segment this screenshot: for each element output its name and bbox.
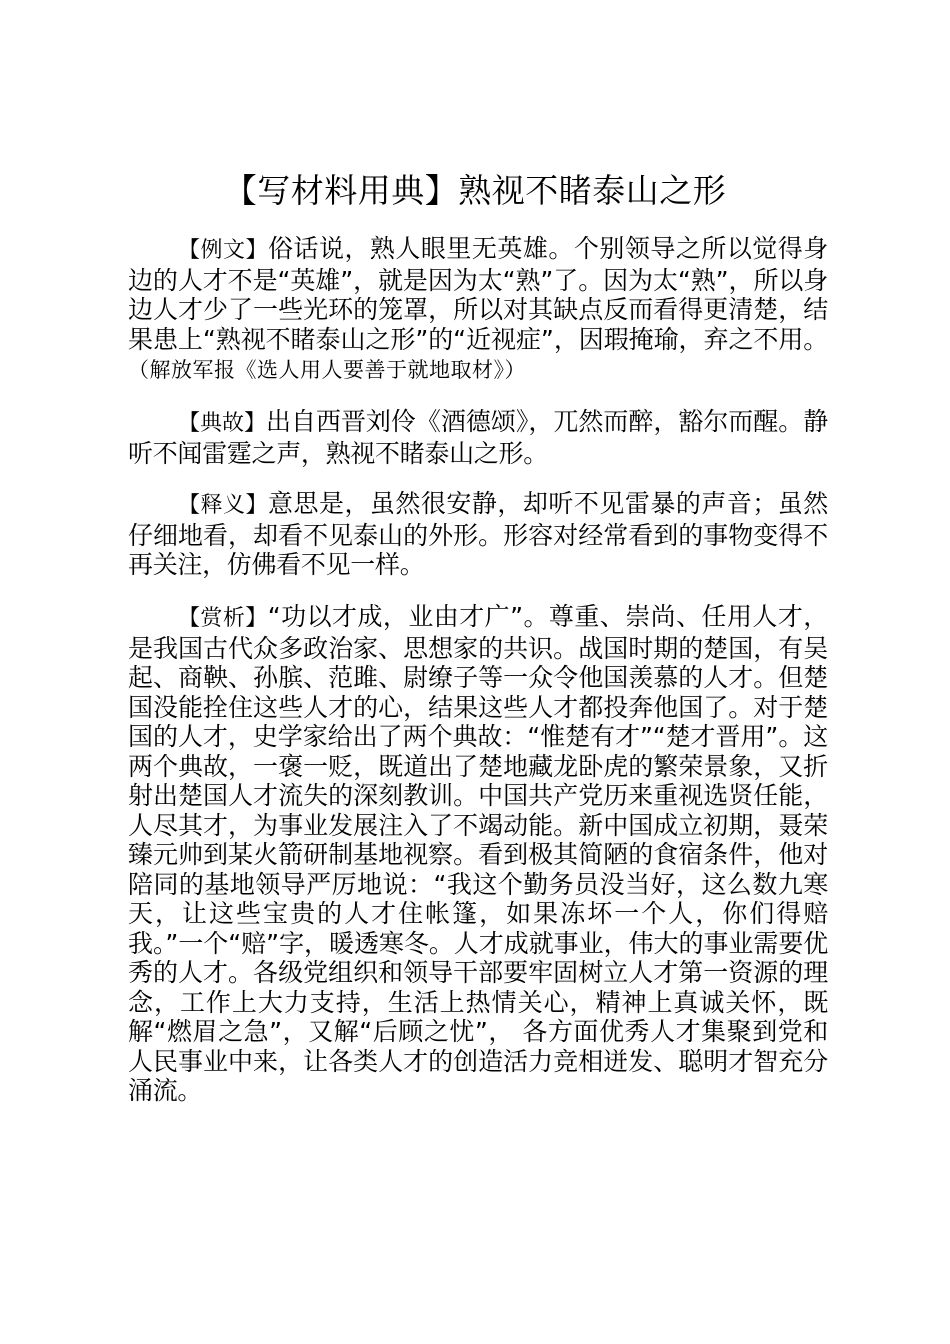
meaning-text: 意思是，虽然很安静，却听不见雷暴的声音；虽然仔细地看，却看不见泰山的外形。形容对经常看到的事物变得不再关注，仿佛看不见一样。 — [128, 489, 828, 579]
example-text: 俗话说，熟人眼里无英雄。个别领导之所以觉得身边的人才不是“英雄”，就是因为太“熟”了。因为太“熟”，所以身边人才少了一些光环的笼罩，所以对其缺点反而看得更清楚，结果患上“熟视不睹泰山之形”的“近视症”，因瑕掩瑜，弃之不用。 — [128, 234, 828, 354]
appreciation-tag: 【赏析】 — [178, 606, 268, 631]
allusion-paragraph — [128, 407, 828, 468]
appreciation-text: “功以才成，业由才广”。尊重、崇尚、任用人才，是我国古代众多政治家、思想家的共识。战国时期的楚国，有吴起、商鞅、孙膑、范雎、尉缭子等一众令他国羡慕的人才。但楚国没能拴住这些人才的心，结果这些人才都投奔他国了。对于楚国的人才，史学家给出了两个典故：“惟楚有才”“楚才晋用”。这两个典故，一褒一贬，既道出了楚地藏龙卧虎的繁荣景象，又折射出楚国人才流失的深刻教训。中国共产党历来重视选贤任能，人尽其才，为事业发展注入了不竭动能。新中国成立初期，聂荣臻元帅到某火箭研制基地视察。看到极其简陋的食宿条件，他对陪同的基地领导严厉地说：“我这个勤务员没当好，这么数九寒天，让这些宝贵的人才住帐篷，如果冻坏一个人，你们得赔我。”一个“赔”字，暖透寒冬。人才成就事业，伟大的事业需要优秀的人才。各级党组织和领导干部要牢固树立人才第一资源的理念，工作上大力支持，生活上热情关心，精神上真诚关怀，既解“燃眉之急”，又解“后顾之忧”， 各方面优秀人才集聚到党和人民事业中来，让各类人才的创造活力竞相迸发、聪明才智充分涌流。 — [128, 602, 828, 1105]
example-paragraph — [128, 234, 828, 386]
example-source: （解放军报《选人用人要善于就地取材》） — [128, 358, 526, 382]
appreciation-paragraph — [128, 602, 828, 1106]
example-tag: 【例文】 — [178, 238, 268, 263]
meaning-tag: 【释义】 — [178, 493, 268, 518]
page-title: 【写材料用典】熟视不睹泰山之形 — [223, 171, 727, 210]
allusion-text: 出自西晋刘伶《酒德颂》，兀然而醉，豁尔而醒。静听不闻雷霆之声，熟视不睹泰山之形。 — [128, 407, 828, 468]
meaning-paragraph — [128, 489, 828, 580]
allusion-tag: 【典故】 — [178, 411, 266, 436]
